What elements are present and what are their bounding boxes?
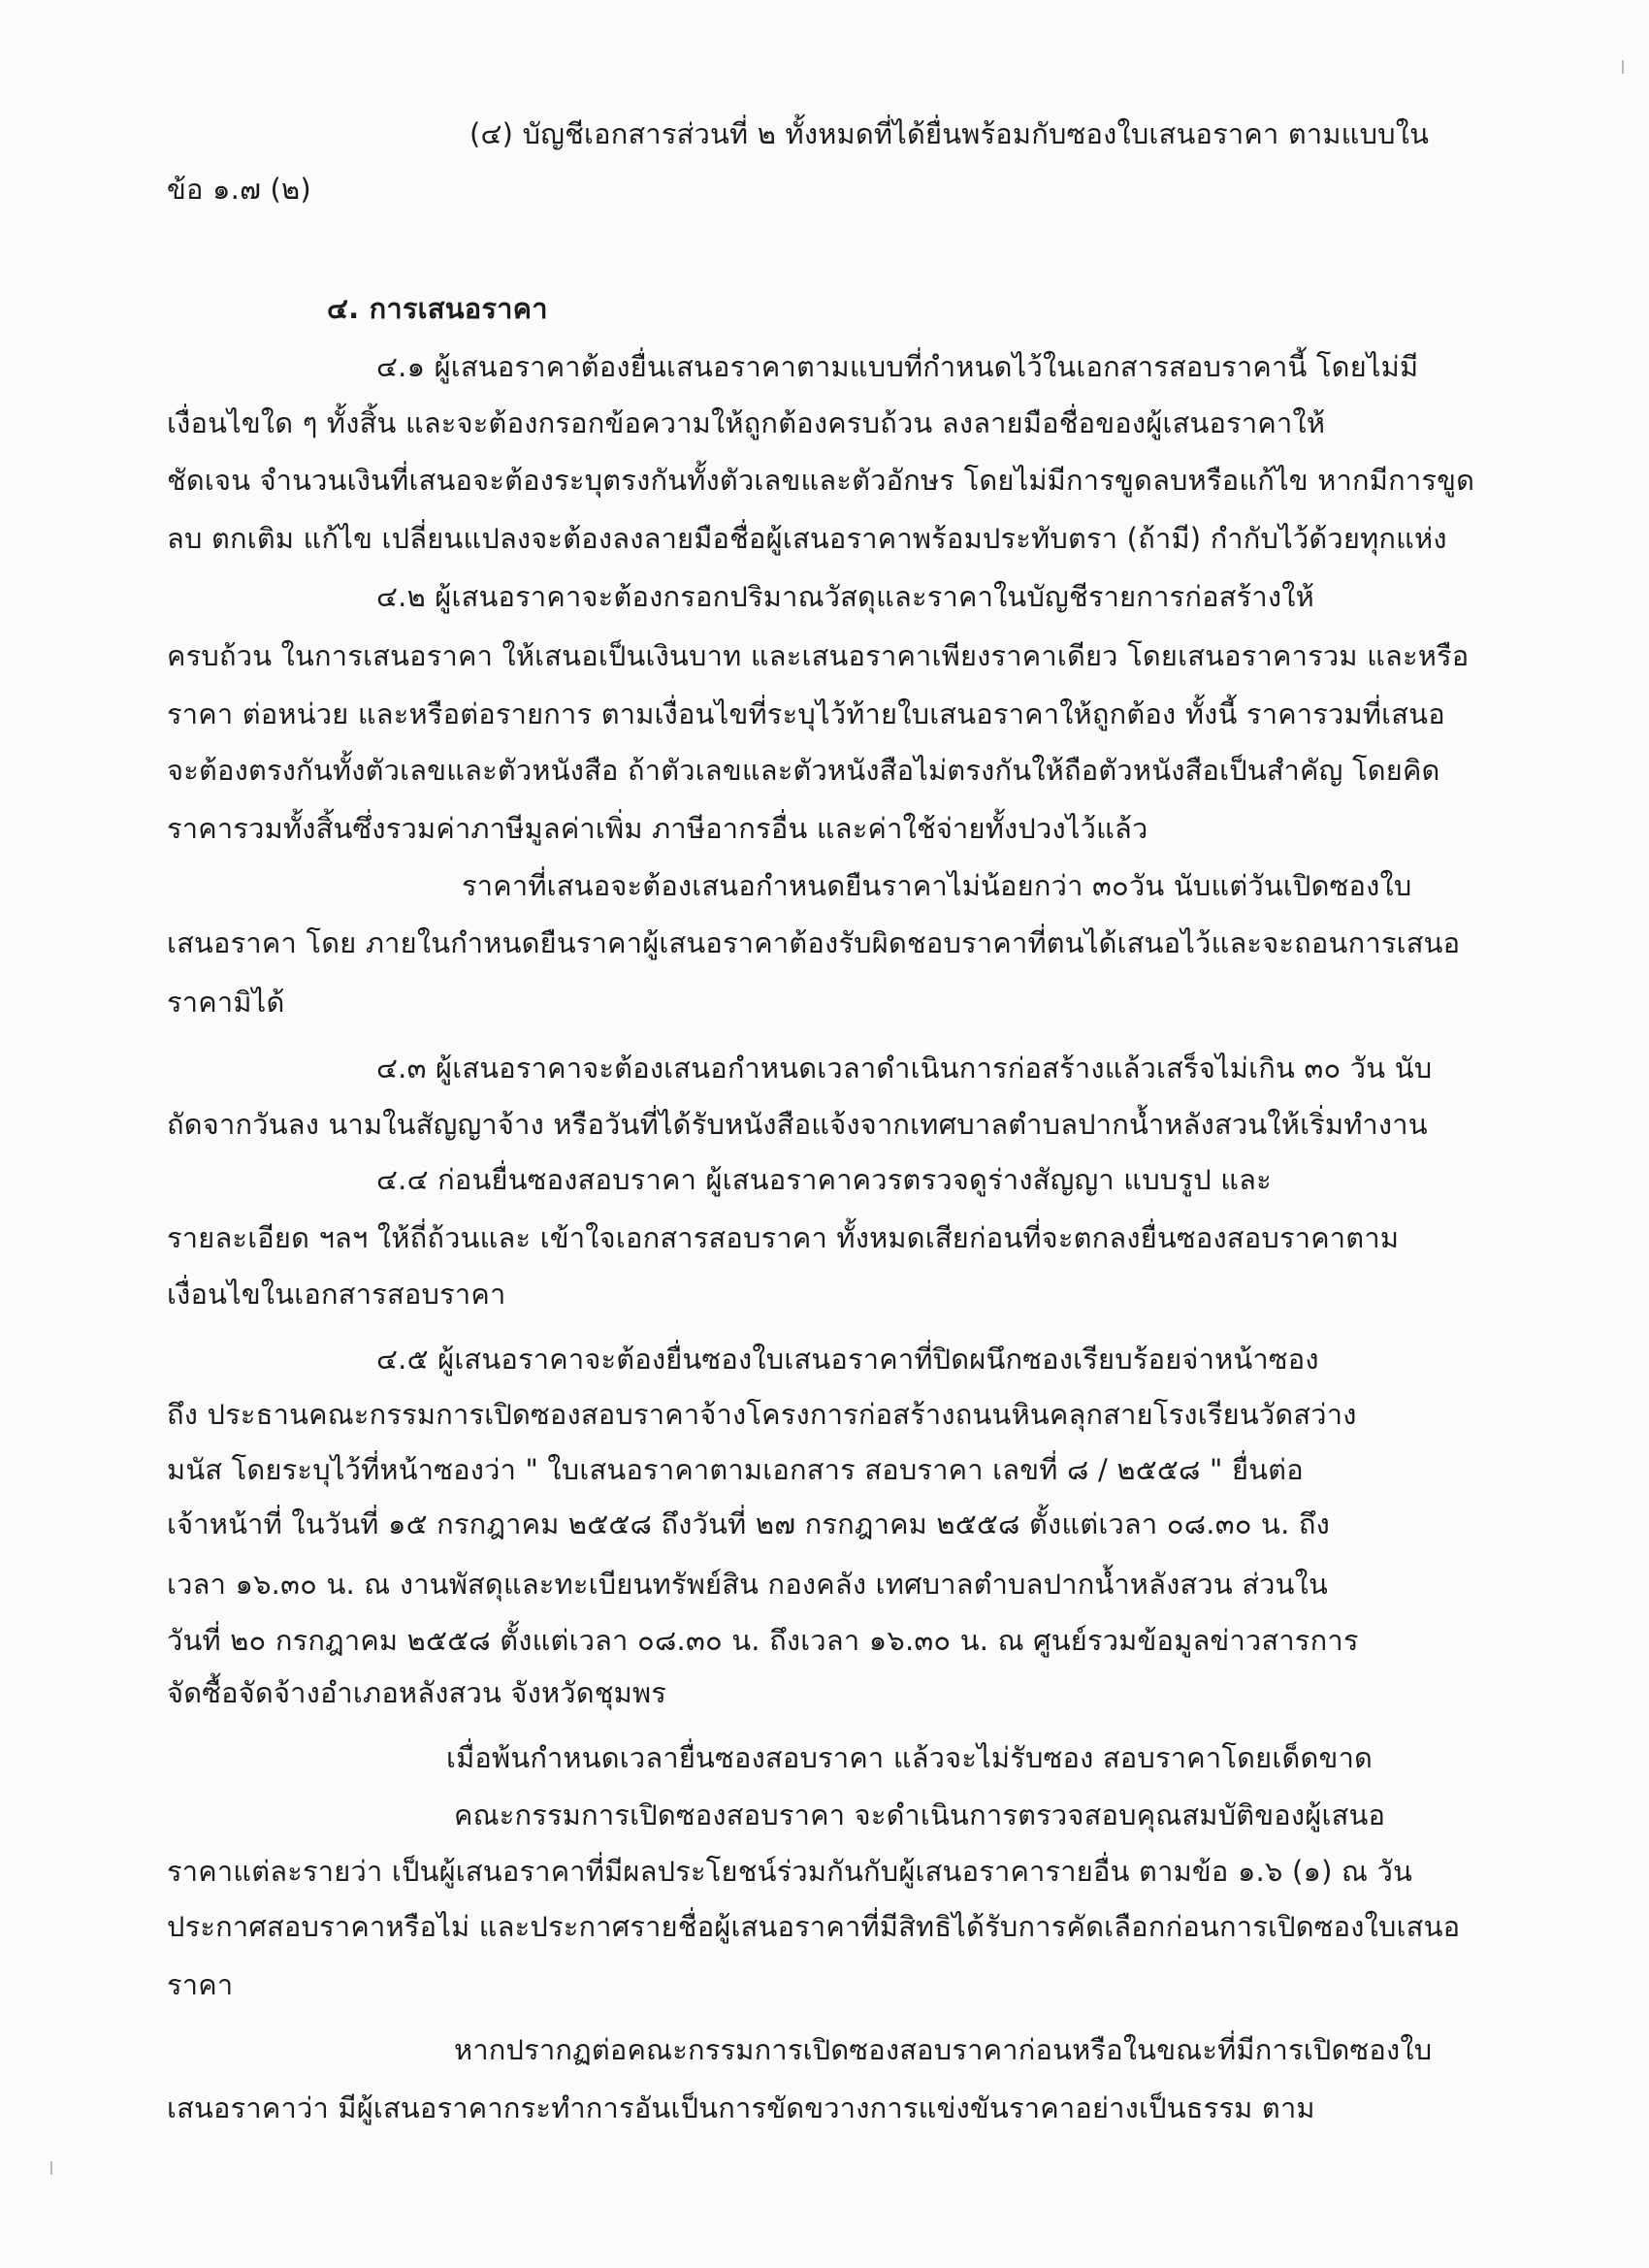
scan-mark — [1622, 60, 1624, 74]
text-line: ชัดเจน จำนวนเงินที่เสนอจะต้องระบุตรงกันทั้งตัวเลขและตัวอักษร โดยไม่มีการขูดลบหรือแก้ไข หากมีการขูด — [167, 464, 1475, 497]
text-line: ถึง ประธานคณะกรรมการเปิดซองสอบราคาจ้างโครงการก่อสร้างถนนหินคลุกสายโรงเรียนวัดสว่าง — [167, 1398, 1357, 1431]
text-line: ราคามิได้ — [167, 986, 285, 1019]
text-line: มนัส โดยระบุไว้ที่หน้าซองว่า " ใบเสนอราคาตามเอกสาร สอบราคา เลขที่ ๘ / ๒๕๕๘ " ยื่นต่อ — [167, 1453, 1304, 1486]
text-line: เสนอราคา โดย ภายในกำหนดยืนราคาผู้เสนอราคาต้องรับผิดชอบราคาที่ตนได้เสนอไว้และจะถอนการเสนอ — [167, 926, 1461, 959]
text-line: ราคาแต่ละรายว่า เป็นผู้เสนอราคาที่มีผลประโยชน์ร่วมกันกับผู้เสนอราคารายอื่น ตามข้อ ๑.๖ (๑) ณ วัน — [167, 1855, 1413, 1888]
text-line: (๔) บัญชีเอกสารส่วนที่ ๒ ทั้งหมดที่ได้ยื่นพร้อมกับซองใบเสนอราคา ตามแบบใน — [469, 117, 1430, 150]
text-line: ๔.๕ ผู้เสนอราคาจะต้องยื่นซองใบเสนอราคาที่ปิดผนึกซองเรียบร้อยจ่าหน้าซอง — [376, 1343, 1319, 1376]
text-line: เวลา ๑๖.๓๐ น. ณ งานพัสดุและทะเบียนทรัพย์สิน กองคลัง เทศบาลตำบลปากน้ำหลังสวน ส่วนใน — [167, 1568, 1329, 1601]
text-line: หากปรากฏต่อคณะกรรมการเปิดซองสอบราคาก่อนหรือในขณะที่มีการเปิดซองใบ — [454, 2033, 1433, 2066]
scan-mark — [50, 2161, 52, 2175]
text-line: ๔.๒ ผู้เสนอราคาจะต้องกรอกปริมาณวัสดุและราคาในบัญชีรายการก่อสร้างให้ — [376, 580, 1314, 613]
text-line: ลบ ตกเติม แก้ไข เปลี่ยนแปลงจะต้องลงลายมือชื่อผู้เสนอราคาพร้อมประทับตรา (ถ้ามี) กำกับไว้ด้วยทุกแห่ง — [167, 522, 1447, 555]
text-line: เมื่อพ้นกำหนดเวลายื่นซองสอบราคา แล้วจะไม่รับซอง สอบราคาโดยเด็ดขาด — [446, 1741, 1374, 1774]
section-heading: ๔. การเสนอราคา — [327, 292, 548, 325]
text-line: ราคา ต่อหน่วย และหรือต่อรายการ ตามเงื่อนไขที่ระบุไว้ท้ายใบเสนอราคาให้ถูกต้อง ทั้งนี้ ราคารวมที่เสนอ — [167, 697, 1445, 730]
text-line: ราคา — [167, 1968, 234, 2001]
text-line: คณะกรรมการเปิดซองสอบราคา จะดำเนินการตรวจสอบคุณสมบัติของผู้เสนอ — [454, 1798, 1386, 1831]
text-line: เงื่อนไขในเอกสารสอบราคา — [167, 1278, 506, 1311]
text-line: ๔.๔ ก่อนยื่นซองสอบราคา ผู้เสนอราคาควรตรวจดูร่างสัญญา แบบรูป และ — [376, 1163, 1272, 1196]
text-line: จะต้องตรงกันทั้งตัวเลขและตัวหนังสือ ถ้าตัวเลขและตัวหนังสือไม่ตรงกันให้ถือตัวหนังสือเป็นสำคัญ โดยคิด — [167, 754, 1440, 787]
text-line: ประกาศสอบราคาหรือไม่ และประกาศรายชื่อผู้เสนอราคาที่มีสิทธิได้รับการคัดเลือกก่อนการเปิดซองใบเสนอ — [167, 1910, 1461, 1943]
text-line: เสนอราคาว่า มีผู้เสนอราคากระทำการอันเป็นการขัดขวางการแข่งขันราคาอย่างเป็นธรรม ตาม — [167, 2091, 1315, 2124]
text-line: รายละเอียด ฯลฯ ให้ถี่ถ้วนและ เข้าใจเอกสารสอบราคา ทั้งหมดเสียก่อนที่จะตกลงยื่นซองสอบราคาตาม — [167, 1221, 1400, 1254]
text-line: ข้อ ๑.๗ (๒) — [167, 173, 311, 206]
text-line: ราคารวมทั้งสิ้นซึ่งรวมค่าภาษีมูลค่าเพิ่ม ภาษีอากรอื่น และค่าใช้จ่ายทั้งปวงไว้แล้ว — [167, 812, 1148, 845]
text-line: เงื่อนไขใด ๆ ทั้งสิ้น และจะต้องกรอกข้อความให้ถูกต้องครบถ้วน ลงลายมือชื่อของผู้เสนอราคาให้ — [167, 406, 1326, 439]
text-line: ถัดจากวันลง นามในสัญญาจ้าง หรือวันที่ได้รับหนังสือแจ้งจากเทศบาลตำบลปากน้ำหลังสวนให้เริ่มทำงาน — [167, 1108, 1428, 1141]
text-line: วันที่ ๒๐ กรกฎาคม ๒๕๕๘ ตั้งแต่เวลา ๐๘.๓๐ น. ถึงเวลา ๑๖.๓๐ น. ณ ศูนย์รวมข้อมูลข่าวสารการ — [167, 1624, 1359, 1657]
text-line: ๔.๓ ผู้เสนอราคาจะต้องเสนอกำหนดเวลาดำเนินการก่อสร้างแล้วเสร็จไม่เกิน ๓๐ วัน นับ — [376, 1052, 1433, 1085]
text-line: เจ้าหน้าที่ ในวันที่ ๑๕ กรกฎาคม ๒๕๕๘ ถึงวันที่ ๒๗ กรกฎาคม ๒๕๕๘ ตั้งแต่เวลา ๐๘.๓๐ น. ถึง — [167, 1507, 1331, 1540]
text-line: ครบถ้วน ในการเสนอราคา ให้เสนอเป็นเงินบาท และเสนอราคาเพียงราคาเดียว โดยเสนอราคารวม และหรือ — [167, 639, 1470, 672]
text-line: จัดซื้อจัดจ้างอำเภอหลังสวน จังหวัดชุมพร — [167, 1676, 667, 1709]
text-line: ๔.๑ ผู้เสนอราคาต้องยื่นเสนอราคาตามแบบที่กำหนดไว้ในเอกสารสอบราคานี้ โดยไม่มี — [376, 350, 1419, 383]
text-line: ราคาที่เสนอจะต้องเสนอกำหนดยืนราคาไม่น้อยกว่า ๓๐วัน นับแต่วันเปิดซองใบ — [462, 869, 1412, 902]
